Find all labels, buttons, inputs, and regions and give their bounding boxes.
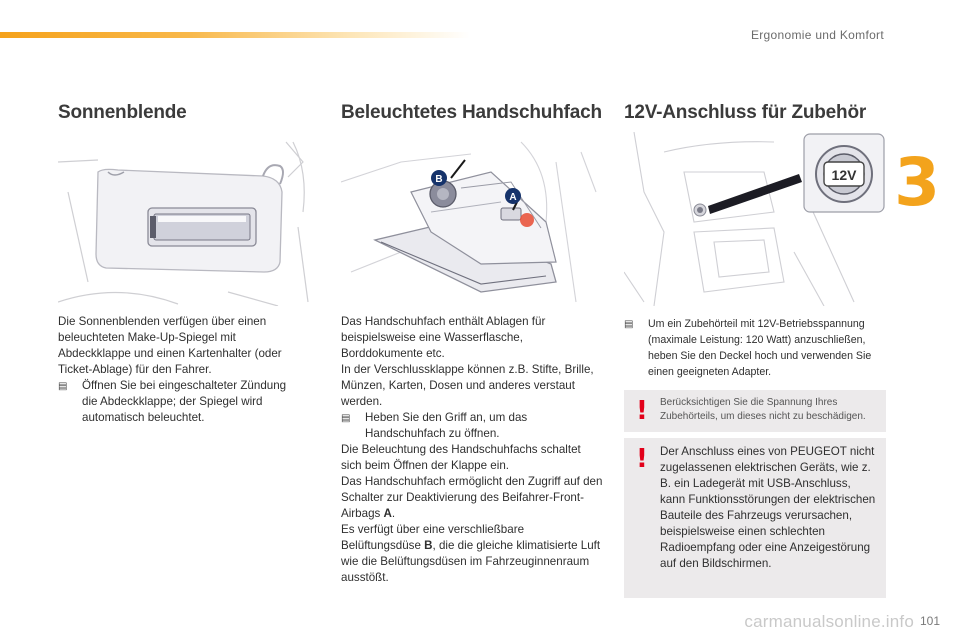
glovebox-p2: In der Verschlussklappe können z.B. Stifte, Brille, Münzen, Karten, Dosen und anderes verstaut werden. bbox=[341, 363, 594, 408]
sun-visor-illustration bbox=[58, 132, 316, 306]
warning-icon: ! bbox=[636, 444, 648, 474]
socket-bullet: ▤ Um ein Zubehörteil mit 12V-Betriebsspannung (maximale Leistung: 120 Watt) anzuschließen, heben Sie den Deckel hoch und verwenden Sie einen geeigneten Adapter. bbox=[624, 318, 872, 378]
header-accent-bar bbox=[0, 32, 470, 38]
page-number: 101 bbox=[919, 614, 940, 628]
sun-visor-paragraph: Die Sonnenblenden verfügen über einen beleuchteten Make-Up-Spiegel mit Abdeckklappe und einen Kartenhalter (oder Ticket-Ablage) für den Fahrer. bbox=[58, 315, 282, 376]
warning-box-voltage bbox=[624, 390, 886, 432]
glovebox-text bbox=[341, 314, 603, 586]
bullet-arrow-icon: ▤ bbox=[341, 413, 351, 424]
warning-text-peugeot: Der Anschluss eines von PEUGEOT nicht zugelassenen elektrischen Geräts, wie z. B. ein Ladegerät mit USB-Anschluss, kann Funktionsstörungen der elektrischen Bauteile des Fahrzeugs verursachen, beispielsweise einen schlechten Radioempfang oder eine Anzeigestörung auf den Bildschirmen. bbox=[660, 445, 876, 570]
bullet-arrow-icon: ▤ bbox=[624, 319, 634, 330]
sun-visor-bullet: ▤ Öffnen Sie bei eingeschalteter Zündung die Abdeckklappe; der Spiegel wird automatisch beleuchtet. bbox=[58, 379, 287, 424]
warning-text-voltage: Berücksichtigen Sie die Spannung Ihres Zubehörteils, um dieses nicht zu beschädigen. bbox=[660, 397, 866, 422]
glovebox-illustration bbox=[341, 132, 601, 306]
label-b: B bbox=[435, 174, 443, 185]
socket-title: 12V-Anschluss für Zubehör bbox=[624, 102, 867, 123]
glovebox-p5: Es verfügt über eine verschließbare Belüftungsdüse B, die die gleiche klimatisierte Luft wie die Belüftungsdüsen im Fahrzeuginnenraum ausstößt. bbox=[341, 523, 601, 584]
warning-icon: ! bbox=[636, 396, 648, 426]
glovebox-p1: Das Handschuhfach enthält Ablagen für beispielsweise eine Wasserflasche, Borddokumente etc. bbox=[341, 315, 546, 360]
glovebox-bullet: ▤ Heben Sie den Griff an, um das Handschuhfach zu öffnen. bbox=[341, 411, 528, 440]
section-label: Ergonomie und Komfort bbox=[750, 28, 884, 42]
socket-label: 12V bbox=[831, 167, 857, 183]
chapter-number: 3 bbox=[894, 144, 940, 221]
glovebox-drawing bbox=[341, 132, 601, 306]
watermark: carmanualsonline.info bbox=[744, 612, 914, 631]
sun-visor-drawing bbox=[58, 132, 316, 306]
label-a: A bbox=[509, 192, 517, 203]
socket-drawing bbox=[624, 132, 886, 306]
warning-box-peugeot bbox=[624, 438, 886, 598]
socket-illustration bbox=[624, 132, 886, 306]
bullet-arrow-icon: ▤ bbox=[58, 381, 68, 392]
glovebox-p3: Die Beleuchtung des Handschuhfachs schaltet sich beim Öffnen der Klappe ein. bbox=[341, 443, 581, 472]
socket-text bbox=[624, 316, 886, 380]
glovebox-p4: Das Handschuhfach ermöglicht den Zugriff auf den Schalter zur Deaktivierung des Beifahrer-Front-Airbags A. bbox=[341, 475, 603, 520]
glovebox-title: Beleuchtetes Handschuhfach bbox=[341, 102, 602, 123]
sun-visor-text bbox=[58, 314, 304, 426]
sun-visor-title: Sonnenblende bbox=[58, 102, 187, 123]
